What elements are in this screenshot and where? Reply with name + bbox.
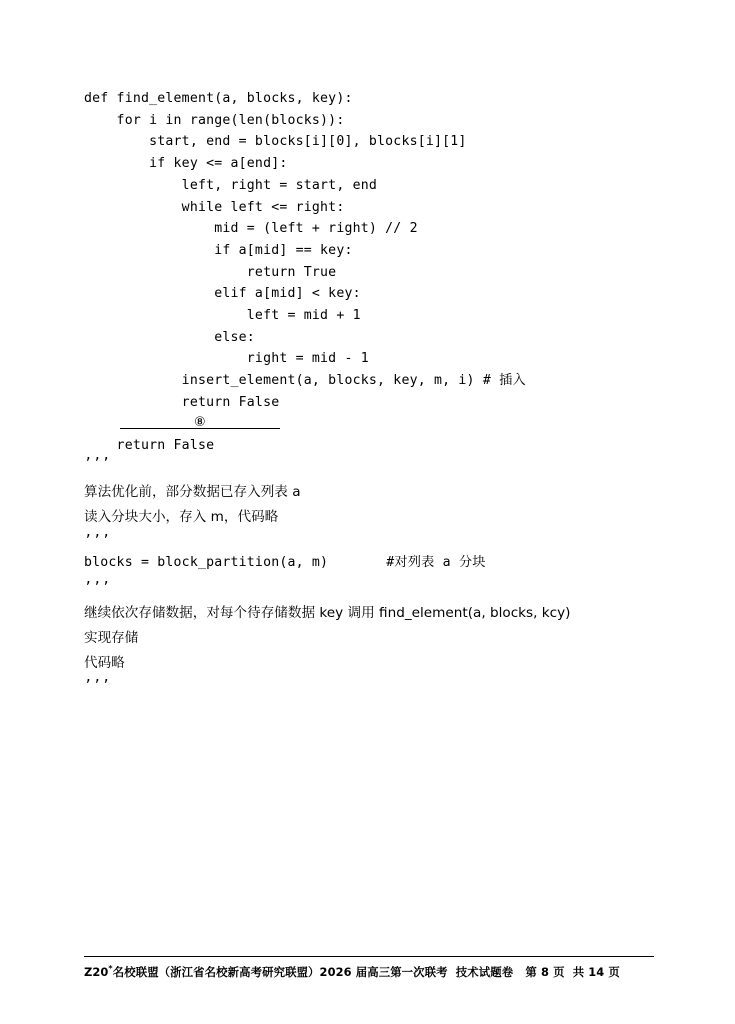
quote-block-open-2 — [84, 578, 694, 598]
footer-rest: 名校联盟（浙江省名校新高考研究联盟）2026 届高三第一次联考 技术试题卷 第 8 页 共 14 页 — [112, 965, 620, 979]
code-line: return False — [84, 394, 280, 410]
code-line: left = mid + 1 — [84, 308, 361, 324]
code-line: for i in range(len(blocks)): — [84, 112, 345, 128]
quote-block-close-2 — [84, 676, 694, 696]
quote-marks: ’’’ — [84, 678, 111, 693]
code-line: else: — [84, 329, 255, 345]
code-block — [84, 88, 684, 457]
code-line: while left <= right: — [84, 199, 345, 215]
code-line: elif a[mid] < key: — [84, 286, 361, 302]
quote-block-close-1 — [84, 531, 694, 551]
code-line: if key <= a[end]: — [84, 156, 288, 172]
prose-line: 算法优化前，部分数据已存入列表 a — [84, 484, 301, 500]
quote-marks: ’’’ — [84, 456, 111, 471]
quote-marks: ’’’ — [84, 533, 111, 548]
prose-line: 实现存储 — [84, 630, 139, 646]
code-partition-row — [84, 552, 694, 574]
prose-line: 读入分块大小，存入 m，代码略 — [84, 509, 279, 525]
code-line: right = mid - 1 — [84, 351, 369, 367]
code-line: insert_element(a, blocks, key, m, i) # 插入 — [84, 373, 526, 389]
code-line: mid = (left + right) // 2 — [84, 221, 418, 237]
code-line: return True — [84, 264, 337, 280]
prose-line: 代码略 — [84, 655, 125, 671]
footer-text — [84, 964, 654, 980]
prose-block-2 — [84, 601, 694, 676]
code-line: start, end = blocks[i][0], blocks[i][1] — [84, 134, 467, 150]
quote-block-open-1 — [84, 454, 694, 474]
blank-number-label: ⑧ — [194, 414, 206, 430]
prose-line: 继续依次存储数据，对每个待存储数据 key 调用 find_element(a, blocks, kcy) — [84, 605, 571, 621]
page-footer — [84, 956, 654, 980]
code-line: left, right = start, end — [84, 177, 378, 193]
footer-divider — [84, 956, 654, 957]
footer-superscript: * — [108, 964, 113, 974]
code-line: return False — [84, 438, 215, 454]
prose-block-1 — [84, 480, 694, 530]
footer-prefix: Z20 — [84, 965, 109, 979]
quote-marks: ’’’ — [84, 580, 111, 595]
fill-in-blank-row — [84, 414, 684, 436]
code-line: blocks = block_partition(a, m) — [84, 555, 329, 570]
code-line: def find_element(a, blocks, key): — [84, 91, 353, 106]
code-comment: #对列表 a 分块 — [386, 555, 486, 570]
code-line: if a[mid] == key: — [84, 242, 353, 258]
